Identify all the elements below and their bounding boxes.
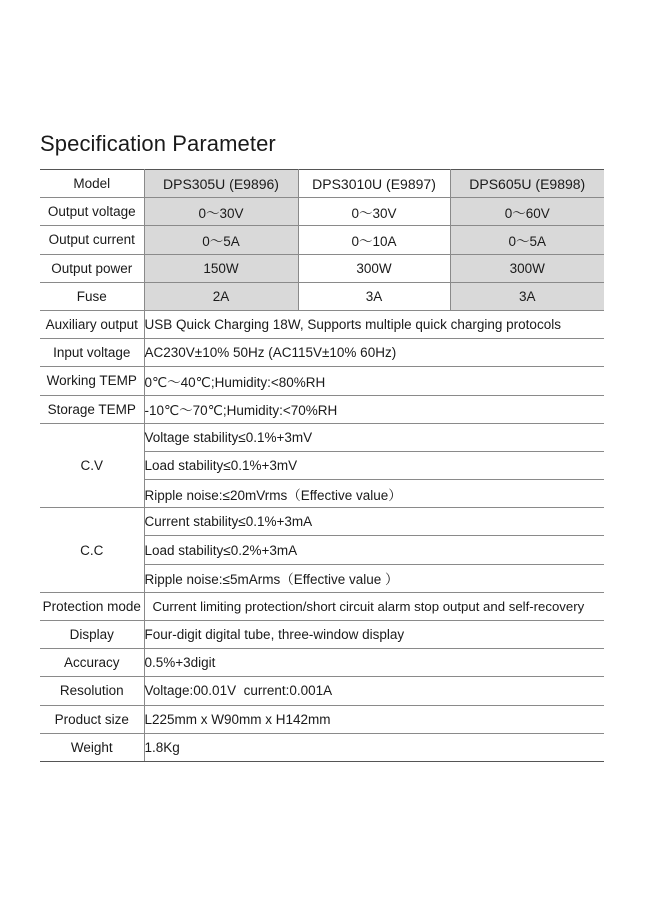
table-row-output-voltage: [40, 198, 604, 226]
table-row-model: [40, 170, 604, 198]
model-name: DPS3010U (E9897): [298, 170, 450, 198]
row-label: Weight: [40, 733, 144, 761]
table-row-output-power: [40, 254, 604, 282]
row-label: Accuracy: [40, 649, 144, 677]
cell-value: Ripple noise:≤20mVrms（Effective value）: [144, 480, 604, 508]
table-row-output-current: [40, 226, 604, 254]
cc-label: C.C: [40, 508, 144, 593]
table-row-working-temp: [40, 367, 604, 395]
cell-value: 0～10A: [298, 226, 450, 254]
cell-value: 0℃～40℃;Humidity:<80%RH: [144, 367, 604, 395]
row-label: Model: [40, 170, 144, 198]
cell-value: 0～30V: [144, 198, 298, 226]
cell-value: 0～60V: [450, 198, 604, 226]
cell-value: AC230V±10% 50Hz (AC115V±10% 60Hz): [144, 339, 604, 367]
table-row-display: [40, 621, 604, 649]
table-row-auxiliary-output: [40, 310, 604, 338]
cell-value: 150W: [144, 254, 298, 282]
cell-value: 300W: [450, 254, 604, 282]
cell-value: Voltage stability≤0.1%+3mV: [144, 423, 604, 451]
row-label: Output voltage: [40, 198, 144, 226]
table-row-accuracy: [40, 649, 604, 677]
row-label: Auxiliary output: [40, 310, 144, 338]
table-row-storage-temp: [40, 395, 604, 423]
cell-value: 2A: [144, 282, 298, 310]
table-row-fuse: [40, 282, 604, 310]
row-label: Display: [40, 621, 144, 649]
cell-value: Voltage:00.01V current:0.001A: [144, 677, 604, 705]
cell-value: USB Quick Charging 18W, Supports multiple quick charging protocols: [144, 310, 604, 338]
row-label: Input voltage: [40, 339, 144, 367]
cell-value: 300W: [298, 254, 450, 282]
cell-value: 3A: [450, 282, 604, 310]
cell-value: 0～30V: [298, 198, 450, 226]
model-name: DPS305U (E9896): [144, 170, 298, 198]
row-label: Output power: [40, 254, 144, 282]
cell-value: 0～5A: [450, 226, 604, 254]
cell-value: -10℃～70℃;Humidity:<70%RH: [144, 395, 604, 423]
row-label: Product size: [40, 705, 144, 733]
table-row-product-size: [40, 705, 604, 733]
page-title: Specification Parameter: [40, 131, 276, 156]
specification-table: [40, 169, 604, 762]
model-name: DPS605U (E9898): [450, 170, 604, 198]
cell-value: Current limiting protection/short circuit alarm stop output and self-recovery: [144, 592, 604, 620]
table-row-protection-mode: [40, 592, 604, 620]
cell-value: Load stability≤0.1%+3mV: [144, 451, 604, 479]
cell-value: L225mm x W90mm x H142mm: [144, 705, 604, 733]
row-label: Storage TEMP: [40, 395, 144, 423]
row-label: Output current: [40, 226, 144, 254]
table-row-cc: [40, 508, 604, 536]
cell-value: Load stability≤0.2%+3mA: [144, 536, 604, 564]
cell-value: Current stability≤0.1%+3mA: [144, 508, 604, 536]
table-row-weight: [40, 733, 604, 761]
row-label: Resolution: [40, 677, 144, 705]
table-row-input-voltage: [40, 339, 604, 367]
cell-value: Ripple noise:≤5mArms（Effective value ）: [144, 564, 604, 592]
row-label: Fuse: [40, 282, 144, 310]
cell-value: 3A: [298, 282, 450, 310]
cell-value: Four-digit digital tube, three-window display: [144, 621, 604, 649]
table-row-resolution: [40, 677, 604, 705]
cell-value: 0～5A: [144, 226, 298, 254]
cell-value: 1.8Kg: [144, 733, 604, 761]
cell-value: 0.5%+3digit: [144, 649, 604, 677]
row-label: Working TEMP: [40, 367, 144, 395]
row-label: Protection mode: [40, 592, 144, 620]
cv-label: C.V: [40, 423, 144, 508]
table-row-cv: [40, 423, 604, 451]
